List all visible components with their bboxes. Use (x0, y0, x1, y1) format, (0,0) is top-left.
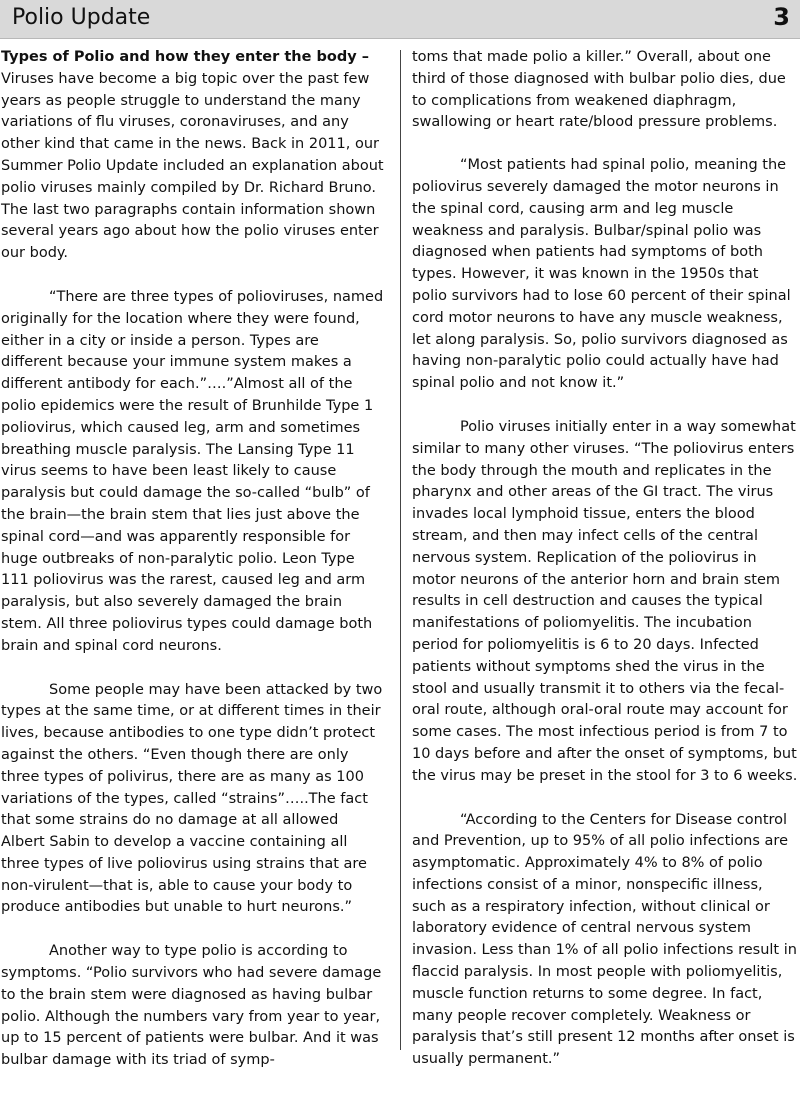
right-column (412, 47, 798, 1093)
paragraph-spinal-polio (412, 155, 798, 395)
page-header (0, 0, 800, 39)
paragraph-text: “Most patients had spinal polio, meaning the poliovirus severely damaged the motor neurons in the spinal cord, causing arm and leg muscle weakness and paralysis. Bulbar/spinal polio was diagnosed when patients had symptoms of both types. However, it was known in the 1950s that polio survivors had to lose 60 percent of their spinal cord motor neurons to have any muscle weakness, let along paralysis. So, polio survivors diagnosed as having non-paralytic polio could actually have had spinal polio and not know it.” (412, 157, 791, 392)
paragraph-cdc (412, 810, 798, 1072)
newsletter-title: Polio Update (12, 5, 151, 30)
paragraph-text: Polio viruses initially enter in a way somewhat similar to many other viruses. “The poliovirus enters the body through the mouth and replicates in the pharynx and other areas of the GI tract. The virus invades local lymphoid tissue, enters the blood stream, and then may infect cells of the central nervous system. Replication of the poliovirus in motor neurons of the anterior horn and brain stem results in cell destruction and causes the typical manifestations of poliomyelitis. The incubation period for poliomyelitis is 6 to 20 days. Infected patients without symptoms shed the virus in the stool and usually transmit it to others via the fecal-oral route, although oral-oral route may account for some cases. The most infectious period is from 7 to 10 days before and after the onset of symptoms, but the virus may be preset in the stool for 3 to 6 weeks. (412, 418, 798, 784)
paragraph-text: Some people may have been attacked by two types at the same time, or at different times in their lives, because antibodies to one type didn’t protect against the others. “Even though there are only three types of polivirus, there are as many as 100 variations of the types, called “strains”…..The fact that some strains do no damage at all allowed Albert Sabin to develop a vaccine containing all three types of live poliovirus using strains that are non-virulent—that is, able to cause your body to produce antibodies but unable to hurt neurons.” (1, 681, 383, 916)
article-heading: Types of Polio and how they enter the body – (1, 49, 369, 65)
paragraph-text: toms that made polio a killer.” Overall, about one third of those diagnosed with bulbar polio dies, due to complications from weakened diaphragm, swallowing or heart rate/blood pressure problems. (412, 49, 786, 131)
paragraph-text: Another way to type polio is according to symptoms. “Polio survivors who had severe damage to the brain stem were diagnosed as having bulbar polio. Although the numbers vary from year to year, up to 15 percent of patients were bulbar. And it was bulbar damage with its triad of symp- (1, 943, 382, 1069)
paragraph-virus-entry (412, 417, 798, 788)
intro-paragraph (1, 47, 385, 265)
paragraph-strains (1, 680, 385, 920)
page-number: 3 (773, 3, 790, 31)
intro-text: Viruses have become a big topic over the past few years as people struggle to understand the many variations of flu viruses, coronaviruses, and any other kind that came in the news. Back in 2011, our Summer Polio Update included an explanation about polio viruses mainly compiled by Dr. Richard Bruno. The last two paragraphs contain information shown several years ago about how the polio viruses enter our body. (1, 70, 384, 262)
paragraph-symptoms (1, 941, 385, 1072)
paragraph-text: “According to the Centers for Disease control and Prevention, up to 95% of all polio infections are asymptomatic. Approximately 4% to 8% of polio infections consist of a minor, nonspecific illness, such as a respiratory infection, without clinical or laboratory evidence of central nervous system invasion. Less than 1% of all polio infections result in flaccid paralysis. In most people with poliomyelitis, muscle function returns to some degree. In fact, many people recover completely. Weakness or paralysis that’s still present 12 months after onset is usually permanent.” (412, 811, 797, 1068)
paragraph-text: “There are three types of polioviruses, named originally for the location where they were found, either in a city or inside a person. Types are different because your immune system makes a different antibody for each.”….”Almost all of the polio epidemics were the result of Brunhilde Type 1 poliovirus, which caused leg, arm and sometimes breathing muscle paralysis. The Lansing Type 11 virus seems to have been least likely to cause paralysis but could damage the so-called “bulb” of the brain—the brain stem that lies just above the spinal cord—and was apparently responsible for huge outbreaks of non-paralytic polio. Leon Type 111 poliovirus was the rarest, caused leg and arm paralysis, but also severely damaged the brain stem. All three poliovirus types could damage both brain and spinal cord neurons. (1, 288, 384, 654)
paragraph-continuation (412, 47, 798, 134)
left-column (1, 47, 385, 1094)
paragraph-virus-types (1, 287, 385, 658)
column-divider (400, 50, 401, 1050)
